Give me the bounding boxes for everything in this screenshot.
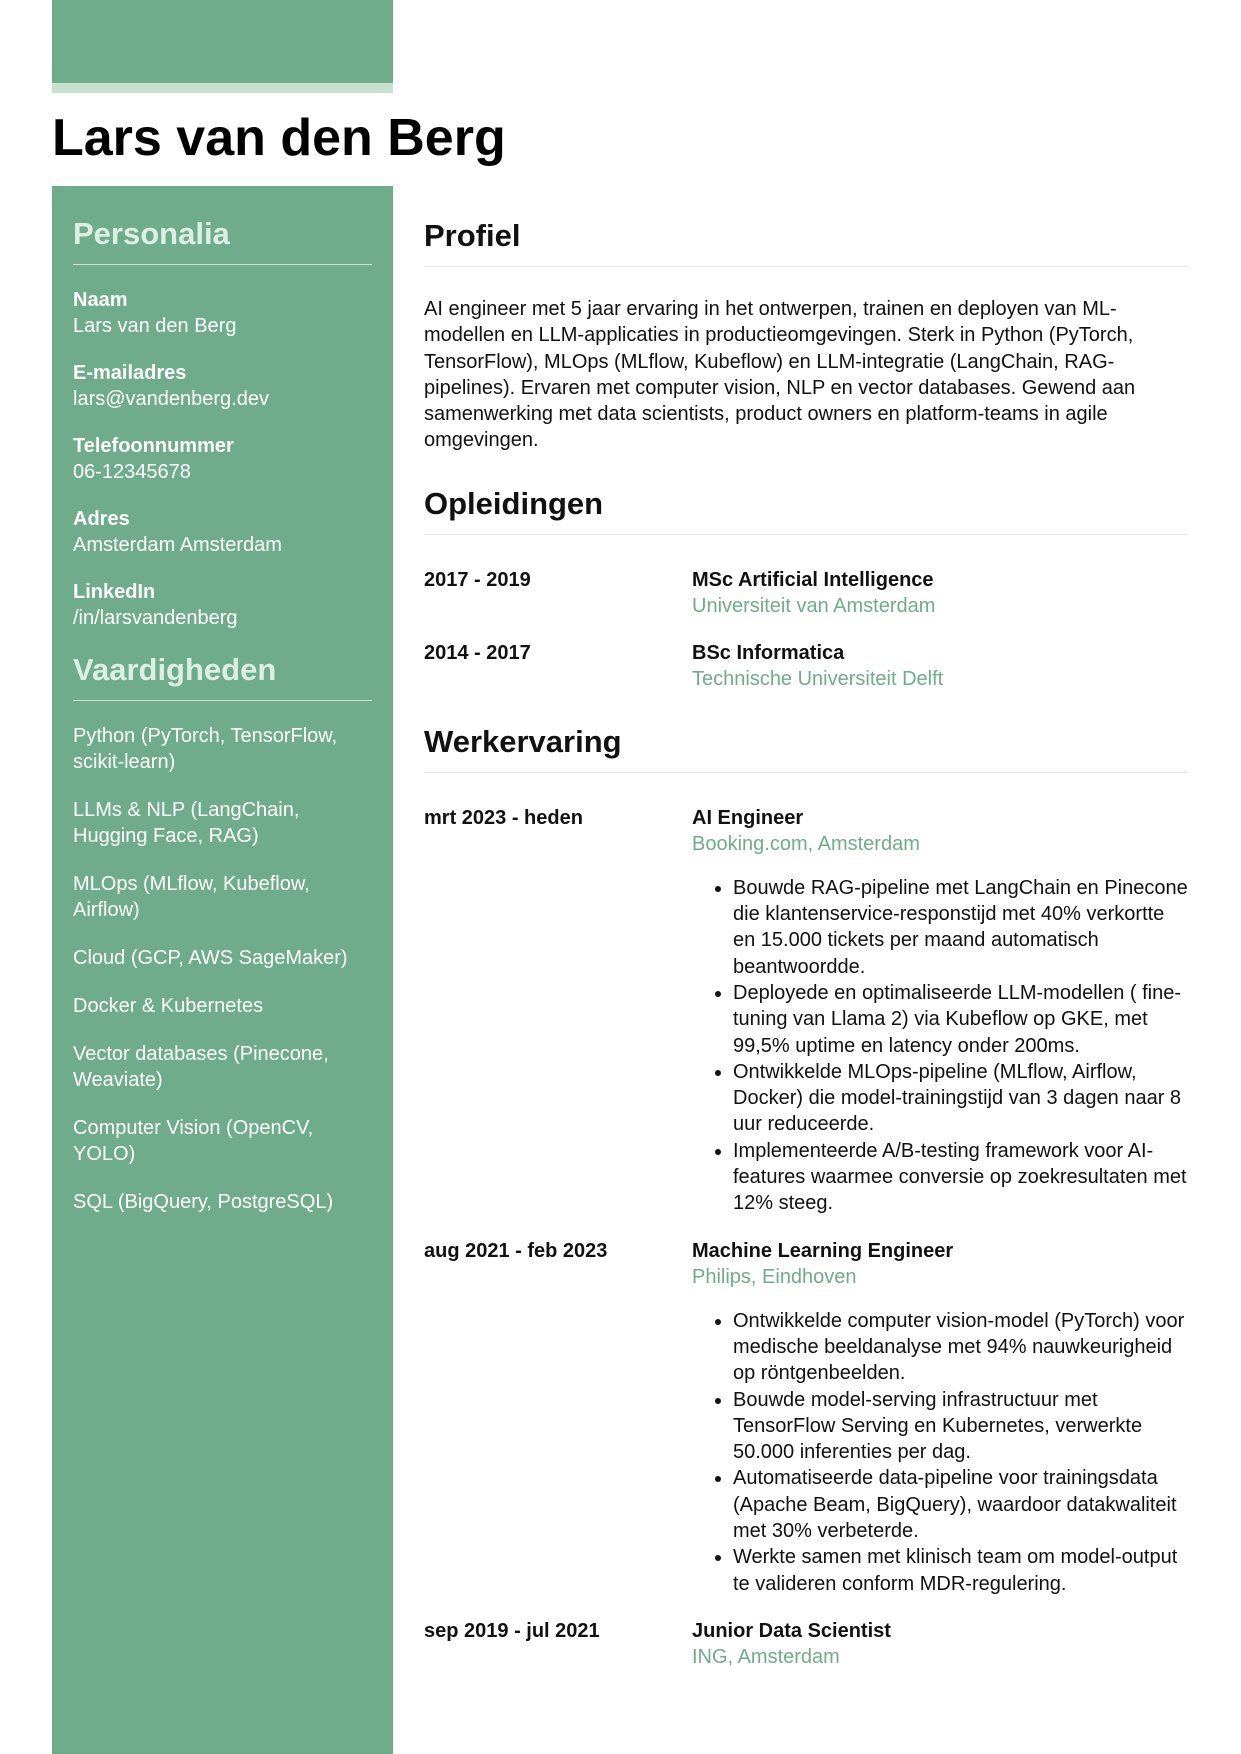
skill-item: LLMs & NLP (LangChain, Hugging Face, RAG) bbox=[73, 799, 300, 847]
page-title: Lars van den Berg bbox=[52, 109, 506, 167]
profile-heading: Profiel bbox=[424, 216, 1188, 267]
experience-body bbox=[692, 805, 1188, 1217]
education-period: 2017 - 2019 bbox=[424, 568, 531, 591]
education-body bbox=[692, 640, 1188, 692]
education-body bbox=[692, 567, 1188, 619]
skill-item: SQL (BigQuery, PostgreSQL) bbox=[73, 1191, 334, 1213]
achievement-item: • Bouwde RAG-pipeline met LangChain en Pinecone die klantenservice-responstijd met 40% verkortte en 15.000 tickets per maand automatisch beantwoordde. bbox=[733, 875, 1188, 980]
skill-item: Vector databases (Pinecone, Weaviate) bbox=[73, 1043, 329, 1091]
experience-heading: Werkervaring bbox=[424, 722, 1188, 773]
education-title: BSc Informatica bbox=[692, 641, 845, 664]
experience-period: mrt 2023 - heden bbox=[424, 806, 583, 829]
achievement-item: • Automatiseerde data-pipeline voor trainingsdata (Apache Beam, BigQuery), waardoor datakwaliteit met 30% verbeterde. bbox=[733, 1465, 1188, 1544]
sidebar bbox=[52, 186, 393, 1754]
achievement-item: • Bouwde model-serving infrastructuur met TensorFlow Serving en Kubernetes, verwerkte 50.000 inferenties per dag. bbox=[733, 1387, 1188, 1466]
skill-item: Computer Vision (OpenCV, YOLO) bbox=[73, 1117, 314, 1165]
job-title: AI Engineer bbox=[692, 806, 804, 829]
personal-item bbox=[73, 360, 372, 412]
personal-heading: Personalia bbox=[73, 216, 372, 265]
skill-item: Python (PyTorch, TensorFlow, scikit-learn) bbox=[73, 725, 338, 773]
company-name: Booking.com, Amsterdam bbox=[692, 832, 920, 855]
skills-heading: Vaardigheden bbox=[73, 652, 372, 701]
personal-label: LinkedIn bbox=[73, 581, 156, 603]
education-heading: Opleidingen bbox=[424, 484, 1188, 535]
job-title: Junior Data Scientist bbox=[692, 1619, 891, 1642]
personal-value: Amsterdam Amsterdam bbox=[73, 534, 282, 556]
experience-period: aug 2021 - feb 2023 bbox=[424, 1239, 608, 1262]
experience-entry bbox=[424, 805, 1188, 1217]
skills-list bbox=[73, 723, 372, 1215]
skill-item: Docker & Kubernetes bbox=[73, 995, 264, 1017]
personal-value: lars@vandenberg.dev bbox=[73, 388, 269, 410]
profile-text: AI engineer met 5 jaar ervaring in het ontwerpen, trainen en deployen van ML-modellen en LLM-applicaties in productieomgevingen. Sterk in Python (PyTorch, TensorFlow), MLOps (MLflow, Kubeflow) en LLM-integratie (LangChain, RAG-pipelines). Ervaren met computer vision, NLP en vector databases. Gewend aan samenwerking met data scientists, product owners en platform-teams in agile omgevingen. bbox=[424, 298, 1136, 452]
company-name: Philips, Eindhoven bbox=[692, 1265, 857, 1288]
experience-period: sep 2019 - jul 2021 bbox=[424, 1619, 600, 1642]
personal-value: 06-12345678 bbox=[73, 461, 191, 483]
personal-item bbox=[73, 506, 372, 558]
personal-list bbox=[73, 287, 372, 631]
job-title: Machine Learning Engineer bbox=[692, 1239, 954, 1262]
experience-list bbox=[424, 805, 1188, 1670]
education-institution: Universiteit van Amsterdam bbox=[692, 594, 936, 617]
education-entry bbox=[424, 640, 1188, 692]
experience-entry bbox=[424, 1618, 1188, 1670]
experience-body bbox=[692, 1618, 1188, 1670]
education-list bbox=[424, 567, 1188, 692]
personal-label: Naam bbox=[73, 289, 128, 311]
education-title: MSc Artificial Intelligence bbox=[692, 568, 934, 591]
experience-entry bbox=[424, 1238, 1188, 1597]
personal-label: Adres bbox=[73, 508, 130, 530]
skill-item: MLOps (MLflow, Kubeflow, Airflow) bbox=[73, 873, 310, 921]
education-institution: Technische Universiteit Delft bbox=[692, 667, 944, 690]
personal-label: Telefoonnummer bbox=[73, 435, 234, 457]
achievement-item: • Werkte samen met klinisch team om model-output te valideren conform MDR-regulering. bbox=[733, 1544, 1188, 1597]
education-entry bbox=[424, 567, 1188, 619]
main-content bbox=[424, 186, 1188, 1670]
company-name: ING, Amsterdam bbox=[692, 1645, 840, 1668]
header-accent-stripe bbox=[52, 83, 393, 93]
personal-item bbox=[73, 287, 372, 339]
achievement-item: • Ontwikkelde MLOps-pipeline (MLflow, Airflow, Docker) die model-trainingstijd van 3 dagen naar 8 uur reduceerde. bbox=[733, 1059, 1188, 1138]
personal-value: /in/larsvandenberg bbox=[73, 607, 238, 629]
achievement-list bbox=[692, 875, 1188, 1217]
header-accent-block bbox=[52, 0, 393, 83]
personal-value: Lars van den Berg bbox=[73, 315, 237, 337]
skill-item: Cloud (GCP, AWS SageMaker) bbox=[73, 947, 348, 969]
achievement-item: • Implementeerde A/B-testing framework voor AI-features waarmee conversie op zoekresultaten met 12% steeg. bbox=[733, 1138, 1188, 1217]
personal-item bbox=[73, 579, 372, 631]
education-period: 2014 - 2017 bbox=[424, 641, 531, 664]
personal-item bbox=[73, 433, 372, 485]
achievement-item: • Deployede en optimaliseerde LLM-modellen ( fine-tuning van Llama 2) via Kubeflow op GKE, met 99,5% uptime en latency onder 200ms. bbox=[733, 980, 1188, 1059]
achievement-list bbox=[692, 1308, 1188, 1597]
experience-body bbox=[692, 1238, 1188, 1597]
achievement-item: • Ontwikkelde computer vision-model (PyTorch) voor medische beeldanalyse met 94% nauwkeurigheid op röntgenbeelden. bbox=[733, 1308, 1188, 1387]
personal-label: E-mailadres bbox=[73, 362, 187, 384]
